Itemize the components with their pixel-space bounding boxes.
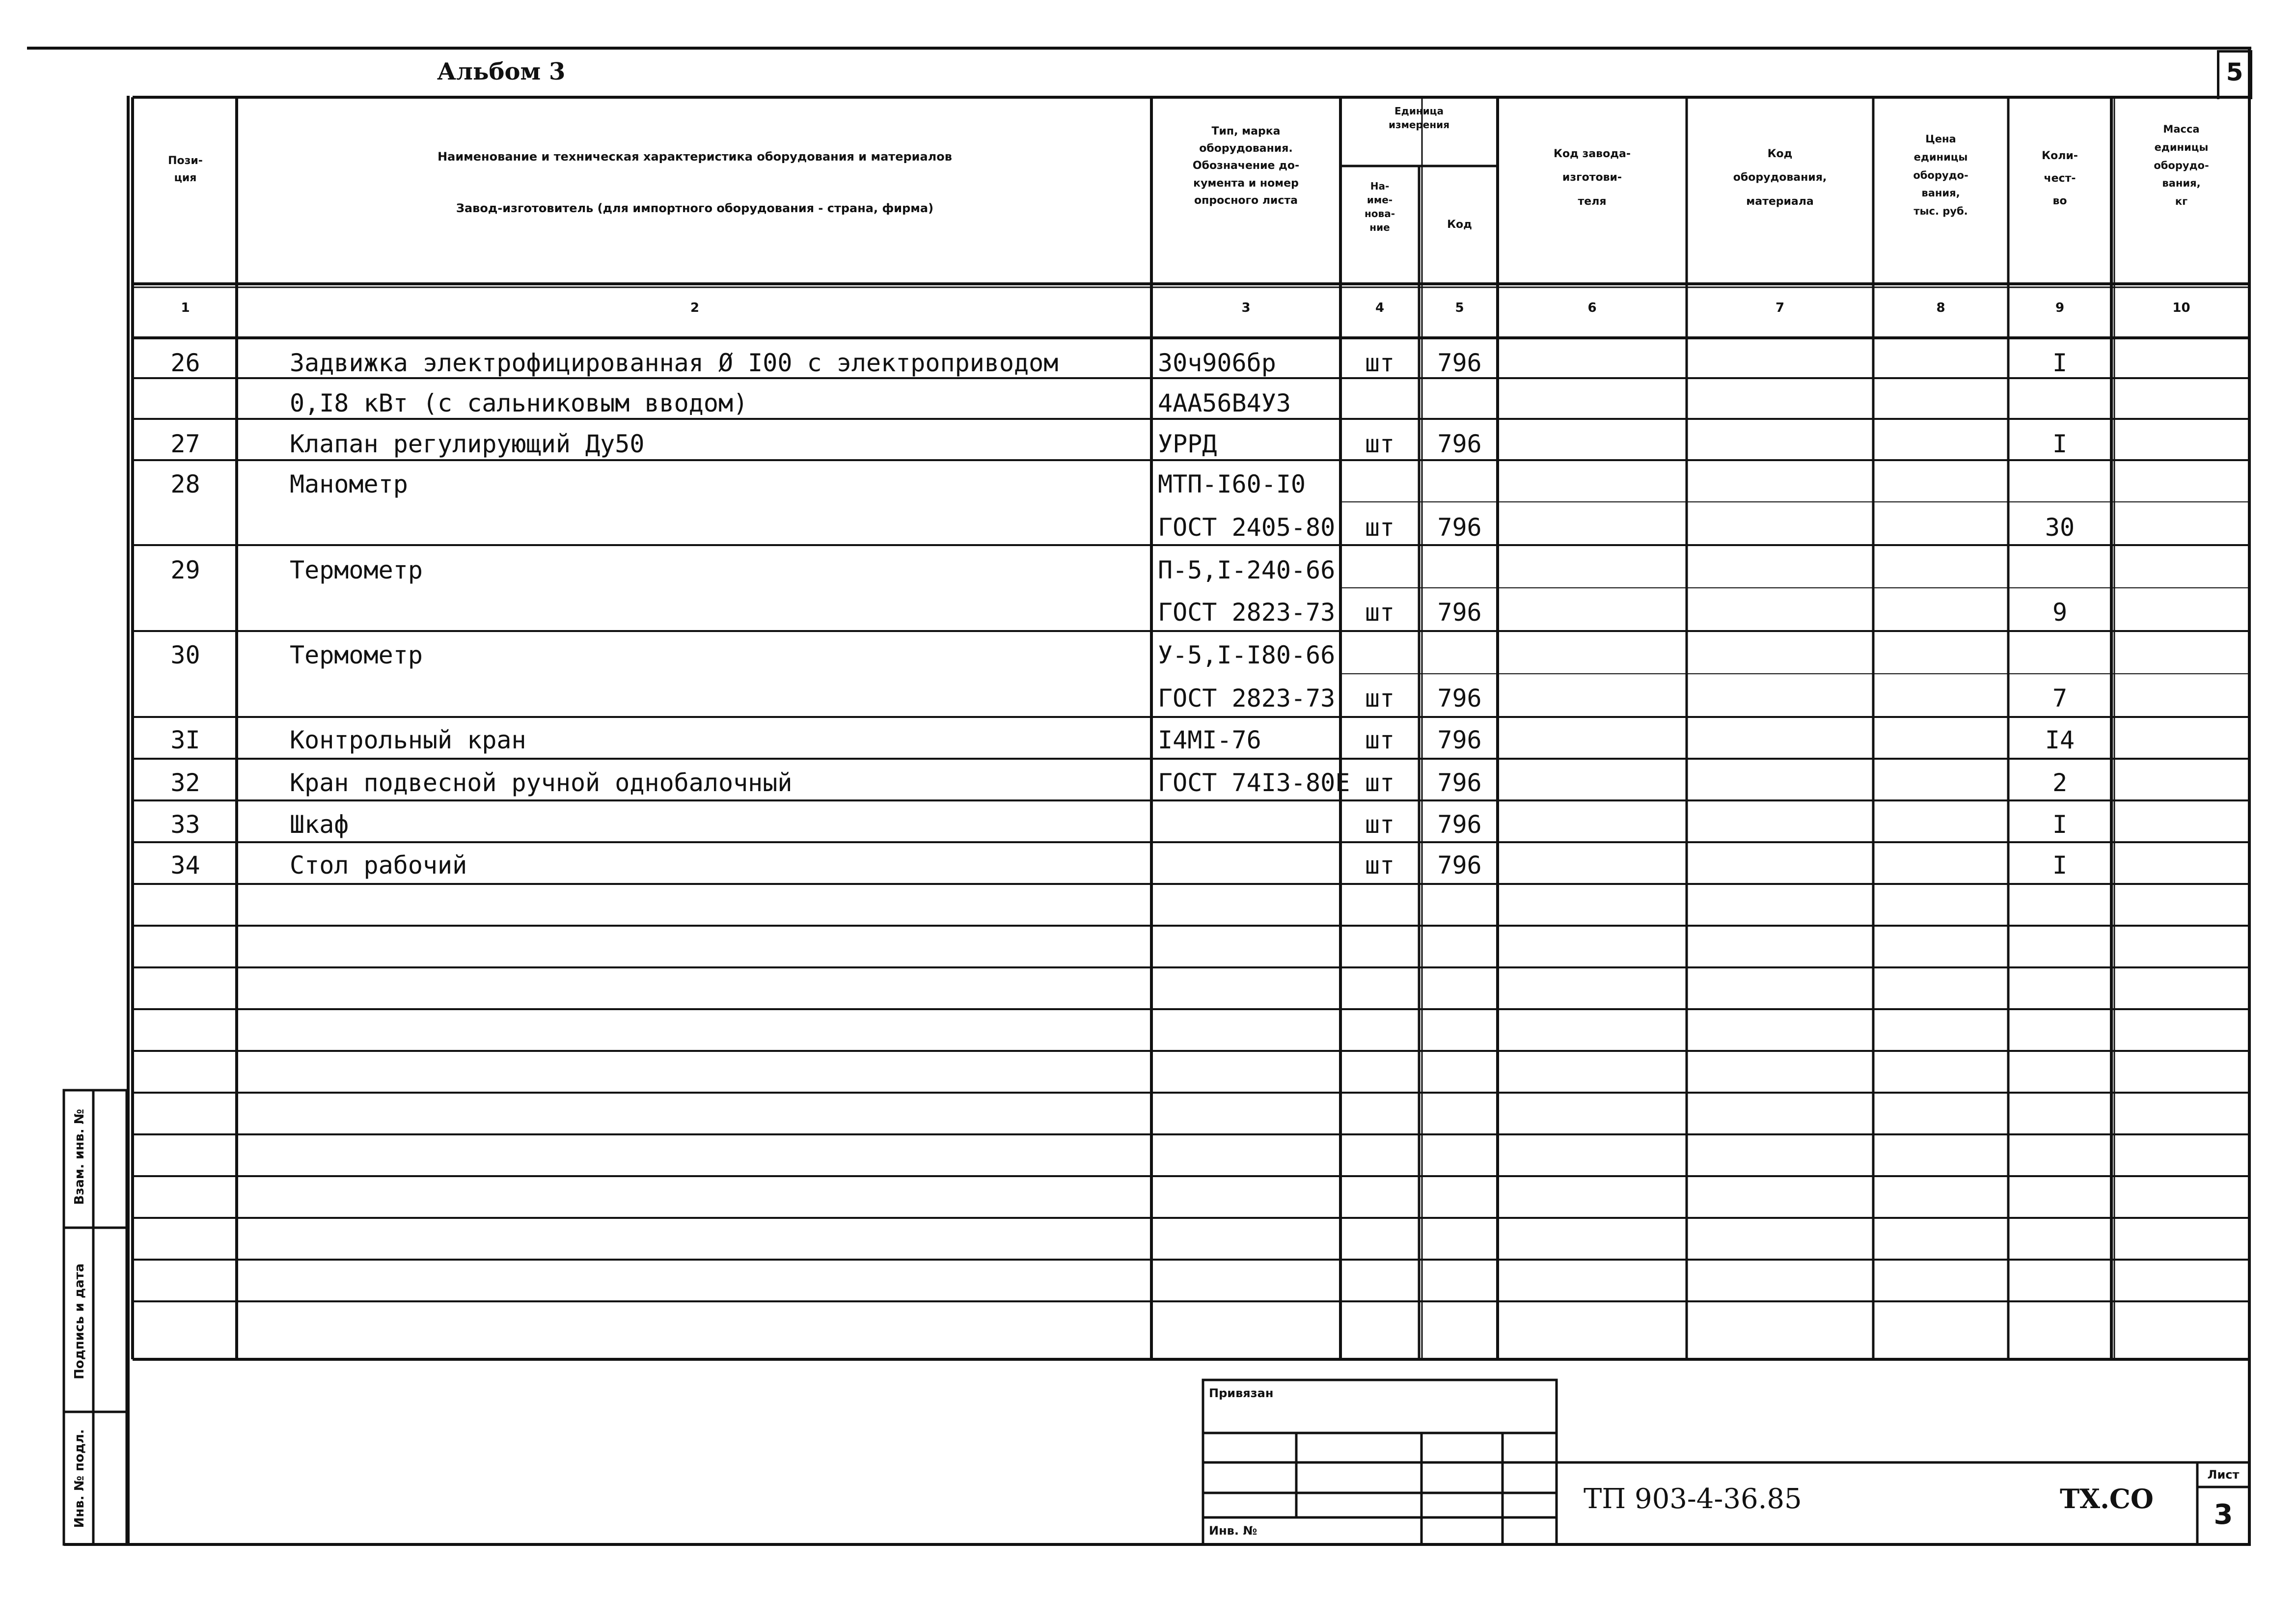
row-name: Кран подвесной ручной однобалочный — [290, 769, 793, 797]
row-unit: шт — [1365, 598, 1395, 627]
header-plant-code: Код завода- изготови- теля — [1554, 148, 1631, 208]
col-num-2: 2 — [690, 301, 700, 315]
row-unit: шт — [1365, 769, 1395, 797]
row-unit-code: 796 — [1437, 810, 1482, 839]
col-num-6: 6 — [1587, 301, 1597, 315]
row-unit-code: 796 — [1437, 513, 1482, 542]
row-unit-code: 796 — [1437, 726, 1482, 754]
row-type: ГОСТ 2823-73 — [1158, 684, 1336, 713]
header-position: Пози- ция — [168, 155, 203, 185]
row-name: Контрольный кран — [290, 726, 526, 754]
row-quantity: I — [2052, 430, 2068, 458]
row-unit-code: 796 — [1437, 349, 1482, 377]
header-equip-code: Код оборудования, материала — [1733, 148, 1827, 208]
header-price: Цена единицы оборудо- вания, тыс. руб. — [1913, 133, 1968, 217]
row-name: Клапан регулирующий Ду50 — [290, 430, 645, 458]
row-position: 30 — [170, 641, 200, 669]
row-unit: шт — [1365, 513, 1395, 542]
row-position: 29 — [170, 556, 200, 584]
col-num-10: 10 — [2172, 301, 2190, 315]
header-qty: Коли- чест- во — [2042, 150, 2078, 208]
col-num-9: 9 — [2055, 301, 2065, 315]
row-quantity: 30 — [2045, 513, 2075, 542]
side-stamp-orig-inv: Инв. № подл. — [72, 1429, 87, 1528]
row-unit: шт — [1365, 726, 1395, 754]
side-stamp-replace-inv: Взам. инв. № — [72, 1109, 87, 1205]
col-num-5: 5 — [1455, 301, 1464, 315]
row-unit-code: 796 — [1437, 769, 1482, 797]
row-name: Стол рабочий — [290, 851, 467, 880]
header-unit-name: На- име- нова- ние — [1364, 180, 1395, 233]
row-quantity: 2 — [2052, 769, 2068, 797]
row-type: 30ч906бр — [1158, 349, 1276, 377]
row-quantity: I — [2052, 851, 2068, 880]
header-type: Тип, марка оборудования. Обозначение до- кумента и номер опросного листа — [1192, 125, 1300, 207]
row-quantity: I — [2052, 810, 2068, 839]
col-num-4: 4 — [1375, 301, 1385, 315]
row-type: ГОСТ 74I3-80Е — [1158, 769, 1350, 797]
stamp-sheet-label: Лист — [2207, 1468, 2240, 1482]
header-unit-code: Код — [1447, 219, 1472, 231]
stamp-inv-no: Инв. № — [1209, 1524, 1257, 1538]
row-quantity: I4 — [2045, 726, 2075, 754]
header-mass: Масса единицы оборудо- вания, кг — [2154, 123, 2209, 207]
row-name: Шкаф — [290, 810, 349, 839]
side-stamp-signature-date: Подпись и дата — [72, 1263, 87, 1379]
row-quantity: I — [2052, 349, 2068, 377]
row-name: 0,I8 кВт (с сальниковым вводом) — [290, 389, 748, 417]
row-position: 34 — [170, 851, 200, 880]
album-title: Альбом 3 — [437, 58, 566, 85]
row-unit-code: 796 — [1437, 430, 1482, 458]
col-num-3: 3 — [1241, 301, 1251, 315]
row-position: 33 — [170, 810, 200, 839]
row-name: Манометр — [290, 470, 408, 498]
row-quantity: 7 — [2052, 684, 2068, 713]
col-num-8: 8 — [1936, 301, 1945, 315]
row-type: П-5,I-240-66 — [1158, 556, 1336, 584]
col-num-1: 1 — [181, 301, 190, 315]
header-name-2: Завод-изготовитель (для импортного оборудования - страна, фирма) — [456, 201, 934, 215]
row-position: 27 — [170, 430, 200, 458]
stamp-doc-code: ТП 903-4-36.85 — [1584, 1483, 1802, 1515]
row-unit: шт — [1365, 349, 1395, 377]
row-type: УРРД — [1158, 430, 1217, 458]
row-name: Задвижка электрофицированная Ø I00 с электроприводом — [290, 349, 1059, 377]
row-type: У-5,I-I80-66 — [1158, 641, 1336, 669]
stamp-sheet-number: 3 — [2214, 1499, 2233, 1531]
header-unit-group: Единица измерения — [1388, 105, 1450, 131]
col-num-7: 7 — [1775, 301, 1785, 315]
row-position: 26 — [170, 349, 200, 377]
row-unit: шт — [1365, 810, 1395, 839]
row-type: 4АА56В4УЗ — [1158, 389, 1291, 417]
row-unit-code: 796 — [1437, 684, 1482, 713]
page-number: 5 — [2226, 58, 2243, 86]
row-type: ГОСТ 2823-73 — [1158, 598, 1336, 627]
row-name: Термометр — [290, 641, 423, 669]
stamp-privyazan: Привязан — [1209, 1386, 1274, 1400]
row-unit: шт — [1365, 430, 1395, 458]
row-type: МТП-I60-I0 — [1158, 470, 1306, 498]
row-quantity: 9 — [2052, 598, 2068, 627]
row-unit: шт — [1365, 684, 1395, 713]
row-unit-code: 796 — [1437, 851, 1482, 880]
row-unit: шт — [1365, 851, 1395, 880]
row-position: 32 — [170, 769, 200, 797]
row-unit-code: 796 — [1437, 598, 1482, 627]
row-type: ГОСТ 2405-80 — [1158, 513, 1336, 542]
stamp-mark: ТХ.СО — [2060, 1483, 2154, 1514]
row-name: Термометр — [290, 556, 423, 584]
row-position: 28 — [170, 470, 200, 498]
row-position: 3I — [170, 726, 200, 754]
row-type: I4МI-76 — [1158, 726, 1261, 754]
header-name-1: Наименование и техническая характеристика оборудования и материалов — [437, 150, 952, 164]
